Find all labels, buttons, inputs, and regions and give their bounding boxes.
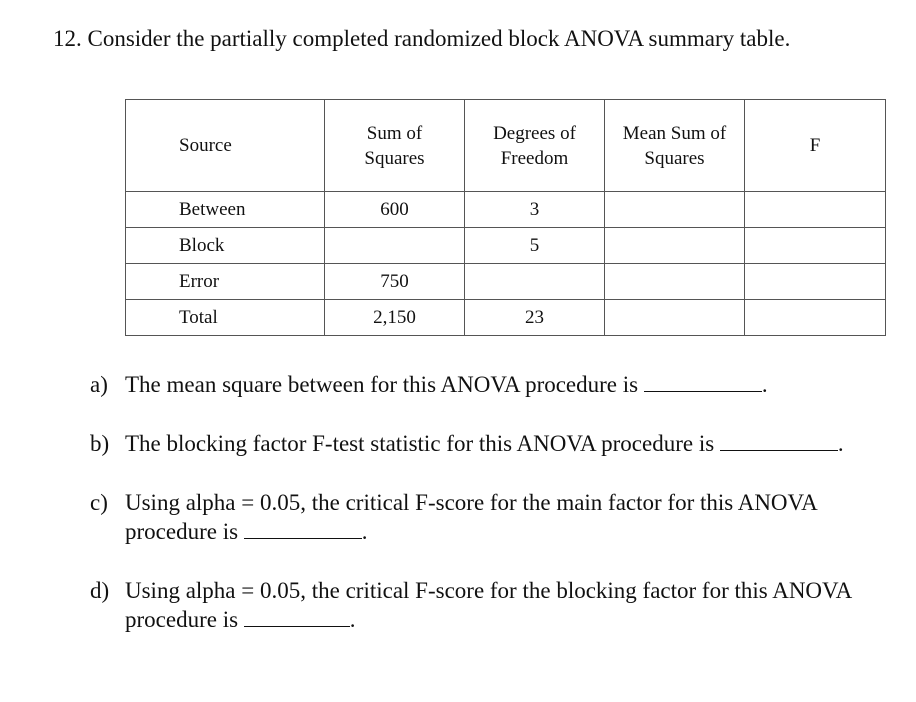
- part-d-line2-wrap: [90, 605, 852, 634]
- part-c-end: .: [361, 519, 368, 544]
- part-b-end: .: [837, 431, 844, 456]
- part-a-text: The mean square between for this ANOVA procedure is: [125, 372, 639, 397]
- cell-df: 3: [465, 192, 605, 228]
- answer-blank-c[interactable]: [244, 520, 362, 539]
- cell-f: [745, 300, 886, 336]
- cell-df: 5: [465, 228, 605, 264]
- part-c-line1: Using alpha = 0.05, the critical F-score for the main factor for this ANOVA: [125, 490, 818, 515]
- anova-summary-table: [125, 99, 886, 336]
- part-b-text: The blocking factor F-test statistic for this ANOVA procedure is: [125, 431, 715, 456]
- table-header-row: [126, 100, 886, 192]
- header-f: F: [745, 100, 886, 192]
- part-d-line1: Using alpha = 0.05, the critical F-score for the blocking factor for this ANOVA: [125, 578, 853, 603]
- table-row-between: [126, 192, 886, 228]
- cell-ss: [325, 228, 465, 264]
- cell-f: [745, 264, 886, 300]
- cell-ms: [605, 228, 745, 264]
- answer-blank-b[interactable]: [720, 432, 838, 451]
- part-a-end: .: [761, 372, 768, 397]
- part-d-label: d): [90, 578, 110, 603]
- part-a: [90, 370, 768, 399]
- part-c: [90, 488, 818, 546]
- cell-source: Total: [126, 300, 325, 336]
- cell-f: [745, 228, 886, 264]
- cell-ms: [605, 192, 745, 228]
- cell-ss: 600: [325, 192, 465, 228]
- table-row-error: [126, 264, 886, 300]
- header-df-line2: Freedom: [500, 147, 569, 169]
- cell-source: Block: [126, 228, 325, 264]
- cell-source: Error: [126, 264, 325, 300]
- answer-blank-a[interactable]: [644, 373, 762, 392]
- part-b: [90, 429, 844, 458]
- cell-ss: 2,150: [325, 300, 465, 336]
- header-ss-line1: Sum of: [366, 122, 423, 144]
- header-ms-line2: Squares: [644, 147, 705, 169]
- table-row-total: [126, 300, 886, 336]
- header-sum-of-squares: [325, 100, 465, 192]
- cell-f: [745, 192, 886, 228]
- header-ss-line2: Squares: [364, 147, 425, 169]
- cell-ms: [605, 264, 745, 300]
- part-c-line2: procedure is: [125, 519, 239, 544]
- part-a-label: a): [90, 372, 108, 397]
- question-title: 12. Consider the partially completed randomized block ANOVA summary table.: [53, 26, 791, 51]
- header-mean-sum-of-squares: [605, 100, 745, 192]
- table-row-block: [126, 228, 886, 264]
- cell-df: 23: [465, 300, 605, 336]
- part-b-label: b): [90, 431, 110, 456]
- header-df-line1: Degrees of: [493, 122, 576, 144]
- header-source: Source: [126, 100, 325, 192]
- cell-ms: [605, 300, 745, 336]
- part-d-line2: procedure is: [125, 607, 239, 632]
- part-c-line2-wrap: [90, 517, 818, 546]
- header-ms-line1: Mean Sum of: [622, 122, 727, 144]
- cell-df: [465, 264, 605, 300]
- cell-source: Between: [126, 192, 325, 228]
- part-d: [90, 576, 852, 634]
- answer-blank-d[interactable]: [244, 608, 350, 627]
- header-degrees-of-freedom: [465, 100, 605, 192]
- part-c-label: c): [90, 490, 108, 515]
- part-d-end: .: [349, 607, 356, 632]
- cell-ss: 750: [325, 264, 465, 300]
